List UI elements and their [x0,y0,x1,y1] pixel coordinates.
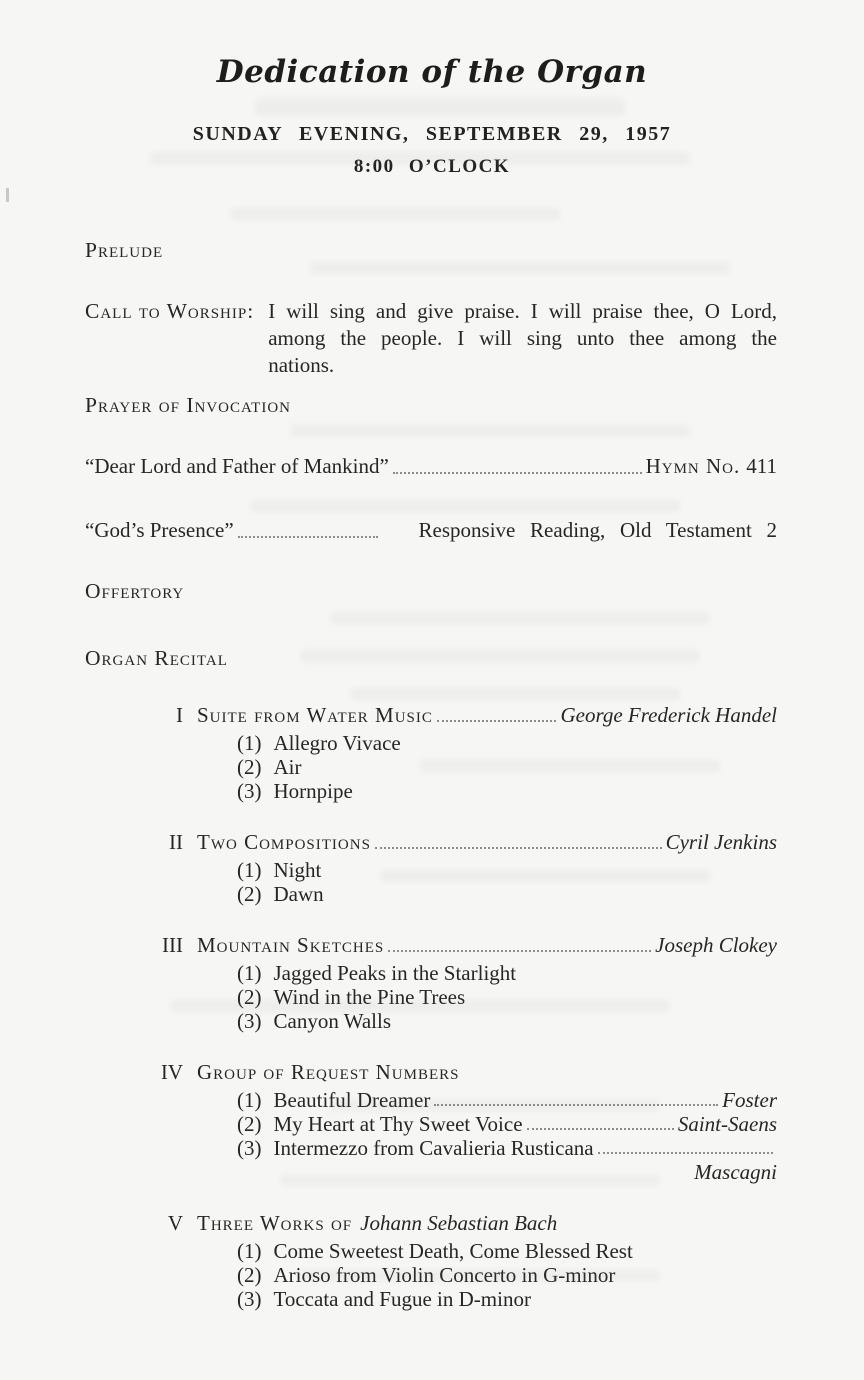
piece-name: Air [273,755,302,779]
recital-item [125,1210,777,1311]
item-composer: Cyril Jenkins [665,830,777,854]
piece-number: (3) [237,779,262,803]
piece-number: (2) [237,1263,262,1287]
bleed-through-artifact [380,870,710,882]
piece-composer: Foster [722,1088,777,1112]
hymn-title: “Dear Lord and Father of Mankind” [85,454,389,478]
piece-number: (1) [237,1088,262,1112]
piece-name: Night [273,858,322,882]
piece-name: Jagged Peaks in the Starlight [273,961,517,985]
item-title: Group of Request Numbers [197,1060,460,1084]
piece-number: (1) [237,731,262,755]
bleed-through-artifact [330,612,710,624]
piece-name: Come Sweetest Death, Come Blessed Rest [273,1239,633,1263]
piece-name: Intermezzo from Cavalieria Rusticana [273,1136,594,1160]
hymn-number: 411 [746,454,777,478]
dot-leader [393,472,642,474]
dot-leader [238,536,378,538]
bleed-through-artifact [290,425,690,437]
piece-row [237,1112,777,1136]
prayer-of-invocation-label: Prayer of Invocation [85,393,291,417]
item-numeral: I [176,703,183,727]
item-numeral: V [167,1211,183,1235]
hymn-ref: Hymn No. [645,454,741,478]
piece-number: (2) [237,1112,262,1136]
piece-number: (3) [237,1136,262,1160]
event-date: SUNDAY EVENING, SEPTEMBER 29, 1957 [192,123,672,145]
recital-item [125,1059,777,1184]
item-title: Mountain Sketches [197,933,385,957]
piece-number: (2) [237,985,262,1009]
piece-row [237,1239,777,1263]
organ-recital-label: Organ Recital [85,646,228,670]
offertory-label: Offertory [85,579,185,603]
bleed-through-artifact [350,688,680,700]
reading-ref: Responsive Reading, Old Testament 2 [418,518,777,542]
event-time: 8:00 O’CLOCK [353,156,511,177]
piece-composer: Mascagni [694,1160,777,1184]
recital-item [125,702,777,803]
piece-name: Hornpipe [273,779,353,803]
piece-number: (3) [237,1009,262,1033]
dot-leader [527,1128,674,1130]
piece-row [237,1136,777,1160]
piece-name: Canyon Walls [273,1009,391,1033]
bleed-through-artifact [330,1100,660,1111]
dot-leader [598,1152,773,1154]
item-numeral: II [169,830,183,854]
bleed-through-artifact [230,208,560,220]
piece-name: Dawn [273,882,324,906]
piece-number: (3) [237,1287,262,1311]
piece-number: (2) [237,755,262,779]
dot-leader [437,720,557,722]
reading-title: “God’s Presence” [85,518,234,542]
piece-name: Allegro Vivace [273,731,401,755]
bleed-through-artifact [150,152,690,165]
piece-number: (1) [237,1239,262,1263]
call-to-worship-text: I will sing and give praise. I will praise thee, O Lord, among the people. I will sing unto thee among the nations. [268,299,777,377]
item-title-composer: Johann Sebastian Bach [360,1211,558,1235]
bleed-through-artifact [255,98,625,116]
bleed-through-artifact [300,650,700,662]
prelude-label: Prelude [85,238,164,262]
piece-number: (2) [237,882,262,906]
bleed-through-artifact [250,500,680,512]
call-to-worship [85,298,777,379]
item-numeral: III [162,933,183,957]
piece-composer: Saint-Saens [677,1112,777,1136]
dot-leader [388,950,651,952]
dot-leader [375,847,662,849]
bleed-through-artifact [300,1270,660,1281]
recital-item [125,829,777,906]
page-title: Dedication of the Organ [216,54,648,90]
piece-row [237,1287,777,1311]
piece-row [237,1009,777,1033]
piece-name: Toccata and Fugue in D-minor [273,1287,531,1311]
piece-number: (1) [237,858,262,882]
piece-name: Arioso from Violin Concerto in G-minor [273,1263,616,1287]
piece-row [237,961,777,985]
item-title: Three Works of [197,1211,353,1235]
item-composer: George Frederick Handel [560,703,777,727]
piece-row [237,731,777,755]
item-title: Two Compositions [197,830,371,854]
item-numeral: IV [160,1060,183,1084]
piece-name: Wind in the Pine Trees [273,985,466,1009]
bleed-through-artifact [280,1175,660,1186]
recital-item [125,932,777,1033]
piece-row [237,882,777,906]
scan-edge-artifact [6,188,9,202]
piece-number: (1) [237,961,262,985]
piece-name: My Heart at Thy Sweet Voice [273,1112,523,1136]
piece-row [237,779,777,803]
responsive-reading-line [85,517,777,544]
hymn-line [85,453,777,480]
item-title: Suite from Water Music [197,703,433,727]
item-composer: Joseph Clokey [655,933,777,957]
bleed-through-artifact [310,262,730,274]
piece-name: Beautiful Dreamer [273,1088,431,1112]
bleed-through-artifact [170,1000,670,1012]
call-to-worship-label: Call to Worship: [85,299,255,323]
bleed-through-artifact [420,760,720,772]
